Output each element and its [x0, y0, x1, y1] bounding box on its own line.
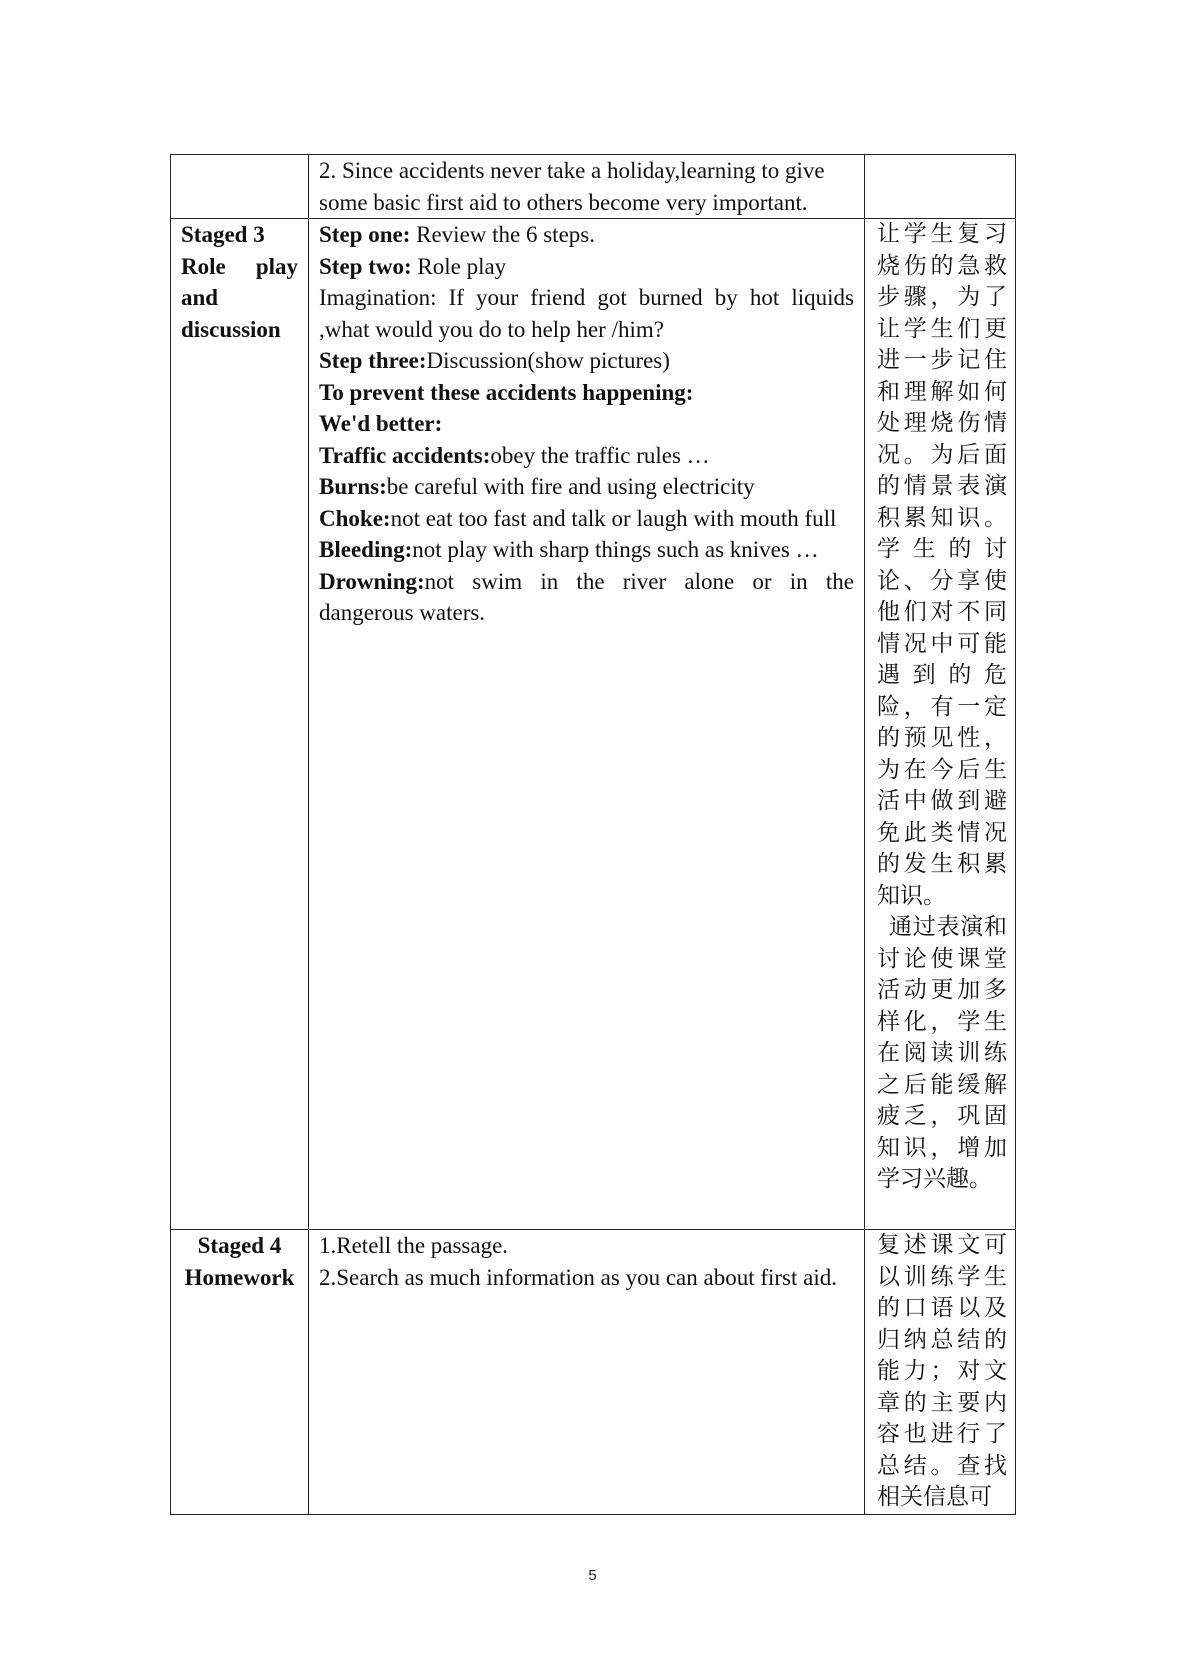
burns-item: Burns:be careful with fire and using electricity — [319, 474, 755, 499]
prevent-heading: To prevent these accidents happening: — [319, 379, 694, 405]
teaching-note: 通过表演和讨论使课堂活动更加多样化，学生在阅读训练之后能缓解疲乏，巩固知识，增加学习兴趣。 — [877, 914, 1007, 1192]
choke-item: Choke:not eat too fast and talk or laugh with mouth full — [319, 505, 837, 531]
step-three: Step three:Discussion(show pictures) — [319, 348, 670, 373]
note-cell-empty — [865, 155, 1016, 219]
teaching-note: 复述课文可以训练学生的口语以及归纳总结的能力；对文章的主要内容也进行了总结。查找相关信息可 — [877, 1232, 1007, 1510]
content-cell — [309, 155, 865, 219]
stage-cell-empty — [171, 155, 309, 219]
stage-subtitle: Role play and discussion — [181, 253, 298, 342]
step-two: Step two: Role play — [319, 253, 507, 279]
better-heading: We'd better: — [319, 411, 443, 436]
imagination-text: Imagination: If your friend got burned by hot liquids ,what would you do to help her /him? — [319, 285, 854, 342]
drowning-item: Drowning:not swim in the river alone or in the dangerous waters. — [319, 568, 854, 625]
traffic-item: Traffic accidents:obey the traffic rules … — [319, 442, 710, 468]
table-row — [171, 1230, 1016, 1515]
stage-title: Staged 4 — [197, 1233, 282, 1258]
note-cell — [865, 1230, 1016, 1515]
stage-cell — [171, 1230, 309, 1515]
table-row — [171, 219, 1016, 1230]
stage-cell — [171, 219, 309, 1230]
teaching-note: 让学生复习烧伤的急救步骤，为了让学生们更进一步记住和理解如何处理烧伤情况。为后面的情景表演积累知识。学生的讨论、分享使他们对不同情况中可能遇到的危险，有一定的预见性，为在今后生活中做到避免此类情况的发生积累知识。 — [877, 221, 1007, 909]
content-cell — [309, 1230, 865, 1515]
table-row — [171, 155, 1016, 219]
step-one: Step one: Review the 6 steps. — [319, 222, 595, 247]
stage-title: Staged 3 — [181, 222, 265, 247]
importance-statement: 2. Since accidents never take a holiday,learning to give some basic first aid to others become very important. — [319, 158, 825, 215]
page-number: 5 — [588, 1567, 597, 1584]
homework-item: 1.Retell the passage. — [319, 1233, 509, 1258]
stage-subtitle: Homework — [184, 1264, 295, 1290]
content-cell — [309, 219, 865, 1230]
note-cell — [865, 219, 1016, 1230]
bleeding-item: Bleeding:not play with sharp things such as knives … — [319, 537, 819, 562]
lesson-plan-table — [170, 154, 1016, 1515]
homework-item: 2.Search as much information as you can about first aid. — [319, 1264, 837, 1290]
